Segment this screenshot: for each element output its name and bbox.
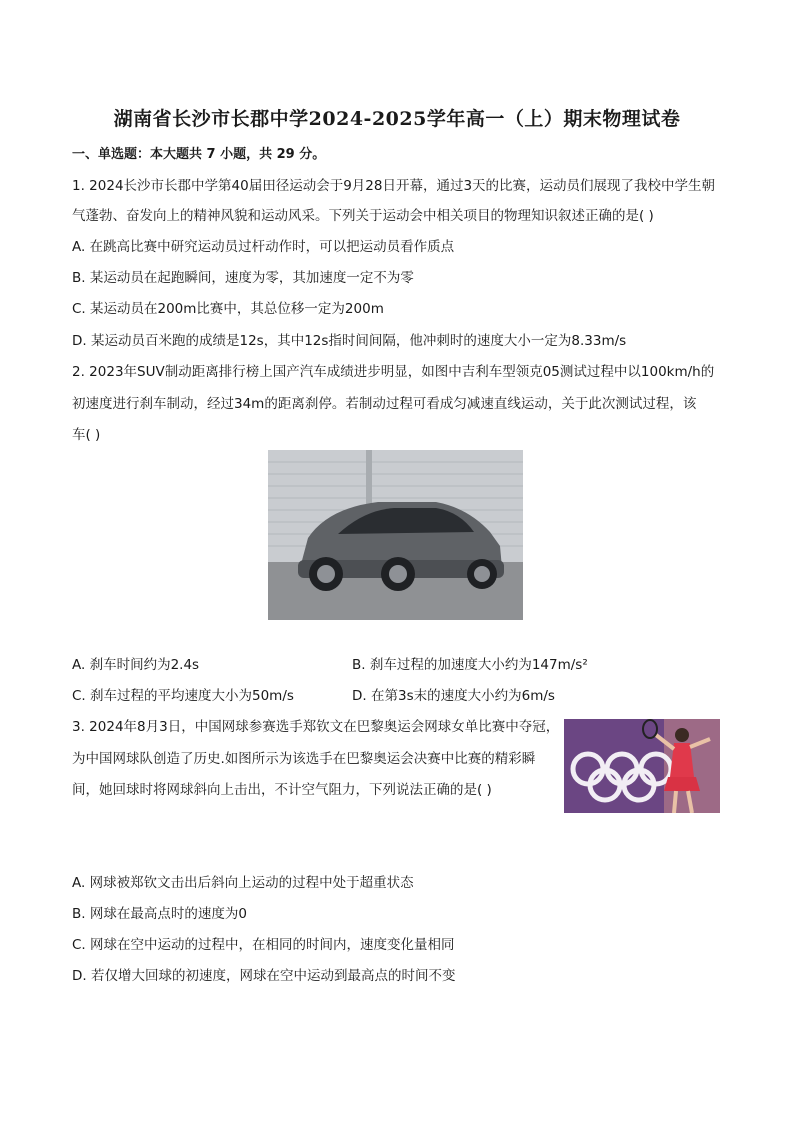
car-photo (268, 450, 523, 620)
q3-stem-line1: 3. 2024年8月3日，中国网球参赛选手郑钦文在巴黎奥运会网球女单比赛中夺冠， (72, 719, 560, 735)
q1-stem-line2: 气蓬勃、奋发向上的精神风貌和运动风采。下列关于运动会中相关项目的物理知识叙述正确的是( ) (72, 208, 654, 224)
q2-stem-line3: 车( ) (72, 427, 101, 443)
q2-option-d: D. 在第3s末的速度大小约为6m/s (352, 688, 555, 704)
q1-stem-line1: 1. 2024长沙市长郡中学第40届田径运动会于9月28日开幕，通过3天的比赛，运动员们展现了我校中学生朝 (72, 178, 716, 194)
q1-option-c: C. 某运动员在200m比赛中，其总位移一定为200m (72, 301, 384, 317)
q1-option-d: D. 某运动员百米跑的成绩是12s，其中12s指时间间隔，他冲刺时的速度大小一定为8.33m/s (72, 333, 627, 349)
q3-option-b: B. 网球在最高点时的速度为0 (72, 906, 247, 922)
tennis-photo (564, 719, 720, 813)
q2-option-b: B. 刹车过程的加速度大小约为147m/s² (352, 657, 588, 673)
q1-option-b: B. 某运动员在起跑瞬间，速度为零，其加速度一定不为零 (72, 270, 414, 286)
q2-option-c: C. 刹车过程的平均速度大小为50m/s (72, 688, 294, 704)
q3-option-c: C. 网球在空中运动的过程中，在相同的时间内，速度变化量相同 (72, 937, 455, 953)
q2-option-a: A. 刹车时间约为2.4s (72, 657, 200, 673)
q3-stem-line3: 间，她回球时将网球斜向上击出，不计空气阻力，下列说法正确的是( ) (72, 782, 492, 798)
exam-title: 湖南省长沙市长郡中学2024-2025学年高一（上）期末物理试卷 (113, 108, 681, 130)
q1-option-a: A. 在跳高比赛中研究运动员过杆动作时，可以把运动员看作质点 (72, 239, 455, 255)
q3-stem-line2: 为中国网球队创造了历史.如图所示为该选手在巴黎奥运会决赛中比赛的精彩瞬 (72, 751, 536, 767)
q3-option-d: D. 若仅增大回球的初速度，网球在空中运动到最高点的时间不变 (72, 968, 456, 984)
q2-stem-line2: 初速度进行刹车制动，经过34m的距离刹停。若制动过程可看成匀减速直线运动，关于此次测试过程，该 (72, 396, 697, 412)
q3-option-a: A. 网球被郑钦文击出后斜向上运动的过程中处于超重状态 (72, 875, 414, 891)
q2-stem-line1: 2. 2023年SUV制动距离排行榜上国产汽车成绩进步明显，如图中吉利车型领克05测试过程中以100km/h的 (72, 364, 715, 380)
section-heading: 一、单选题：本大题共 7 小题，共 29 分。 (72, 147, 326, 162)
